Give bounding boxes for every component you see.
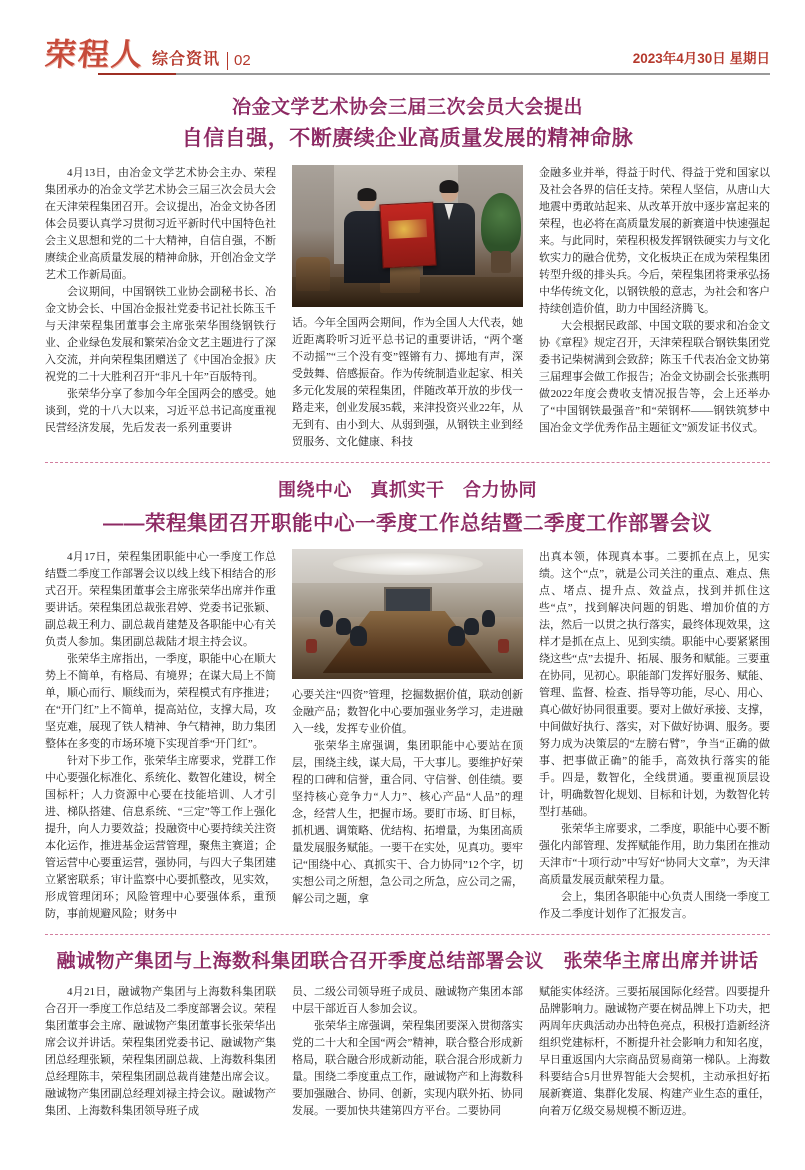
paragraph: 赋能实体经济。三要拓展国际化经营。四要提升品牌影响力。融诚物产要在树品牌上下功夫，把两周年庆典活动办出特色亮点，积极打造新经济组织党建标杆，不断提升社会影响力和知名度，早日重返国内大宗商品贸易商第一梯队。上海数科要结合5月世界智能大会契机，主动承担好拓展新赛道、集群化发展、构建产业生态的重任，向着万亿级交易规模不断迈进。 xyxy=(539,986,770,1117)
person-hair xyxy=(358,188,377,201)
article-1 xyxy=(45,92,770,451)
paragraph: 针对下步工作，张荣华主席要求，党群工作中心要强化标准化、系统化、数智化建设，树全国标杆；人力资源中心要在技能培训、人才引进、梯队搭建、信息系统、“三定”等工作上强化提升，向人力要效益；投融资中心要持续关注资本化运作，推进基金运营管理，聚焦主赛道；企管运营中心要重运营，强协同，与四大子集团建立紧密联系；审计监察中心要抓整改，见实效，形成管理闭环；风险管理中心要强体系，重预防，事前规避风险；财务中 xyxy=(45,755,276,920)
page-header xyxy=(45,36,770,76)
paragraph: 心要关注“四资”管理，挖掘数据价值，联动创新金融产品；数智化中心要加强业务学习，走进融入一线，发挥专业价值。 xyxy=(292,689,523,735)
article-1-col-3 xyxy=(539,165,770,451)
paragraph: 会议期间，中国钢铁工业协会副秘书长、冶金文协会长、中国冶金报社党委书记社长陈玉千与天津荣程集团董事会主席张荣华围绕钢铁行业、企业绿色发展和繁荣冶金文艺主题进行了深入交流，并向荣程集团赠送了《中国冶金报》庆祝党的二十大胜利召开“非凡十年”百版特刊。 xyxy=(45,286,276,383)
paragraph: 话。今年全国两会期间，作为全国人大代表，她近距离聆听习近平总书记的重要讲话，“两个毫不动摇”“三个没有变”铿锵有力、掷地有声，深受鼓舞、倍感振奋。作为传统制造业起家、相关多元化发展的荣程集团，伴随改革开放的步伐一路走来，创业发展35载，来津投资兴业22年，从无到有、由小到大、从弱到强，从钢铁主业到经贸服务、文化健康、科技 xyxy=(292,317,523,448)
paragraph: 张荣华主席强调，集团职能中心要站在顶层，围绕主线，谋大局，干大事儿。要维护好荣程的口碑和信誉，重合同、守信誉、创佳绩。要坚持核心竞争力“人力”、核心产品“人品”的理念，经营人生，把握市场。要盯市场、盯目标，抓机遇、调策略、优结构、拓增量，为集团高质量发展服务赋能。一要干在实处，见真功。要牢记“围绕中心、真抓实干、合力协同”12个字，切实想公司之所想，急公司之所急，应公司之需，解公司之题，拿 xyxy=(292,740,523,905)
article-3-col-1 xyxy=(45,984,276,1120)
attendee xyxy=(464,618,479,635)
attendee xyxy=(448,626,465,646)
photo-chair xyxy=(498,639,509,653)
article-1-columns xyxy=(45,165,770,451)
plant-pot xyxy=(491,251,511,273)
person-head xyxy=(441,183,458,202)
article-2-title-kicker: 围绕中心 真抓实干 合力协同 xyxy=(278,480,537,500)
article-1-photo-certificate-presentation xyxy=(292,165,523,307)
article-3 xyxy=(45,946,770,1120)
paragraph: 会上，集团各职能中心负责人围绕一季度工作及二季度计划作了汇报发言。 xyxy=(539,891,770,920)
attendee xyxy=(336,618,351,635)
paragraph: 出真本领，体现真本事。二要抓在点上，见实绩。这个“点”，就是公司关注的重点、难点、焦点、堵点、提升点、效益点，找到并抓住这些“点”，找到解决问题的钥匙、增加价值的方法，然后一以贯之执行落实，最终体现效果，这样才是抓在点上、见到实绩。职能中心要紧紧围绕这些“点”去提升、拓展、服务和赋能。三要重在协同，见初心。职能部门发挥好服务、赋能、管理、监督、检查、指导等功能，尽心、用心、真心做好协同很重要。要对上做好承接、支撑，中间做好执行、落实，对下做好协调、服务。要努力成为决策层的“左膀右臂”，争当“正确的做事、把事做正确”的能手，高效执行落实的能手。四是，数智化，全线贯通。要重视顶层设计，明确数智化规划、目标和计划，为数智化转型打基础。 xyxy=(539,551,770,818)
paragraph: 张荣华主席强调，荣程集团要深入贯彻落实党的二十大和全国“两会”精神，联合整合形成新格局，联合融合形成新动能，联合混合形成新力量。围绕二季度重点工作，融诚物产和上海数科要加强融合、协同、创新，实现内联外拓、协同发展。一要加快共建第四方平台。二要协同 xyxy=(292,1020,523,1117)
article-2-title-main: ——荣程集团召开职能中心一季度工作总结暨二季度工作部署会议 xyxy=(103,512,712,535)
header-rule xyxy=(45,73,770,76)
article-3-col-2 xyxy=(292,984,523,1120)
paragraph: 4月13日，由冶金文学艺术协会主办、荣程集团承办的冶金文学艺术协会三届三次会员大会在天津荣程集团召开。会议提出，冶金文协各团体会员要认真学习贯彻习近平新时代中国特色社会主义思想和党的二十大精神，自信自强，不断赓续企业高质量发展的精神命脉，开创冶金文学艺术工作新局面。 xyxy=(45,167,276,281)
attendee xyxy=(350,626,367,646)
paragraph: 大会根据民政部、中国文联的要求和冶金文协《章程》规定召开，天津荣程联合钢铁集团党委书记柴树满到会致辞；陈玉千代表冶金文协第三届理事会做工作报告；冶金文协副会长张燕明做2022年度会费收支情况报告等，会上还举办了“中国钢铁最强音”和“荣钢杯——钢铁筑梦中国冶金文学优秀作品主题征文”颁发证书仪式。 xyxy=(539,320,770,434)
attendee xyxy=(320,610,333,627)
article-3-col-3 xyxy=(539,984,770,1120)
paragraph: 4月17日，荣程集团职能中心一季度工作总结暨二季度工作部署会议以线上线下相结合的形式召开。荣程集团董事会主席张荣华出席并作重要讲话。荣程集团总裁张君婷、党委书记张颖、副总裁王利力、副总裁肖建楚及各职能中心有关负责人参加。集团副总裁陆才垠主持会议。 xyxy=(45,551,276,648)
article-1-col-1 xyxy=(45,165,276,451)
paragraph: 金融多业并举，得益于时代、得益于党和国家以及社会各界的信任支持。荣程人坚信，从唐山大地震中勇敢站起来、从改革开放中逐步富起来的荣程，也必将在高质量发展的新赛道中快速强起来。与此同时，荣程积极发挥钢铁硬实力与文化软实力的融合优势，文化板块正在成为荣程集团转型升级的排头兵。今后，荣程集团将秉承弘扬中华传统文化，以钢铁般的意志，为社会和客户持续创造价值，助力中国经济腾飞。 xyxy=(539,167,770,315)
article-separator xyxy=(45,934,770,935)
article-2 xyxy=(45,476,770,923)
paragraph: 张荣华主席指出，一季度，职能中心在顺大势上不简单，有格局、有境界；在谋大局上不简单，顺心而行、顺线而为，荣程模式有序推进；在“开门红”上不简单，提高站位，支撑大局，攻坚克难，展现了铁人精神、争气精神，助力集团整体在多变的市场环境下实现首季“开门红”。 xyxy=(45,653,276,750)
attendee xyxy=(482,610,495,627)
section-label: 综合资讯 xyxy=(152,51,221,68)
paragraph: 员、二级公司领导班子成员、融诚物产集团本部中层干部近百人参加会议。 xyxy=(292,986,523,1015)
person-hair xyxy=(440,180,459,193)
wall-screen xyxy=(384,587,432,613)
article-2-col-2 xyxy=(292,549,523,923)
paragraph: 张荣华主席要求，二季度，职能中心要不断强化内部管理、发挥赋能作用，助力集团在推动天津市“十项行动”中写好“协同大文章”，为天津高质量发展贡献荣程力量。 xyxy=(539,823,770,886)
article-1-title-kicker: 冶金文学艺术协会三届三次会员大会提出 xyxy=(231,97,583,118)
article-2-col-3 xyxy=(539,549,770,923)
header-rule-gray xyxy=(176,73,770,75)
masthead-row xyxy=(45,36,770,70)
article-1-title-main: 自信自强，不断赓续企业高质量发展的精神命脉 xyxy=(181,127,634,150)
paragraph: 4月21日，融诚物产集团与上海数科集团联合召开一季度工作总结及二季度部署会议。荣程集团董事会主席、融诚物产集团董事长张荣华出席会议并讲话。荣程集团党委书记、融诚物产集团总经理张颖，荣程集团副总裁、上海数科集团总经理陈丰，荣程集团副总裁肖建楚出席会议。融诚物产集团副总经理刘禄主持会议。融诚物产集团、上海数科集团领导班子成 xyxy=(45,986,276,1117)
photo-chair xyxy=(306,639,317,653)
header-rule-red xyxy=(98,73,176,75)
issue-date: 2023年4月30日 星期日 xyxy=(632,51,770,66)
article-separator xyxy=(45,462,770,463)
red-certificate-folder xyxy=(379,202,436,269)
section-divider xyxy=(227,52,228,70)
page-number: 02 xyxy=(234,52,251,69)
article-2-photo-conference-room xyxy=(292,549,523,679)
photo-chair xyxy=(296,257,330,291)
plant-decor xyxy=(481,193,521,255)
article-3-title: 融诚物产集团与上海数科集团联合召开季度总结部署会议 张荣华主席出席并讲话 xyxy=(56,951,759,972)
article-3-columns xyxy=(45,984,770,1120)
ceiling-light xyxy=(333,553,483,575)
article-1-col-2 xyxy=(292,165,523,451)
masthead-logo: 荣程人 xyxy=(43,37,146,72)
article-2-columns xyxy=(45,549,770,923)
paragraph: 张荣华分享了参加今年全国两会的感受。她谈到，党的十八大以来，习近平总书记高度重视民营经济发展，先后发表一系列重要讲 xyxy=(45,388,276,434)
person-head xyxy=(359,191,376,210)
article-2-col-1 xyxy=(45,549,276,923)
